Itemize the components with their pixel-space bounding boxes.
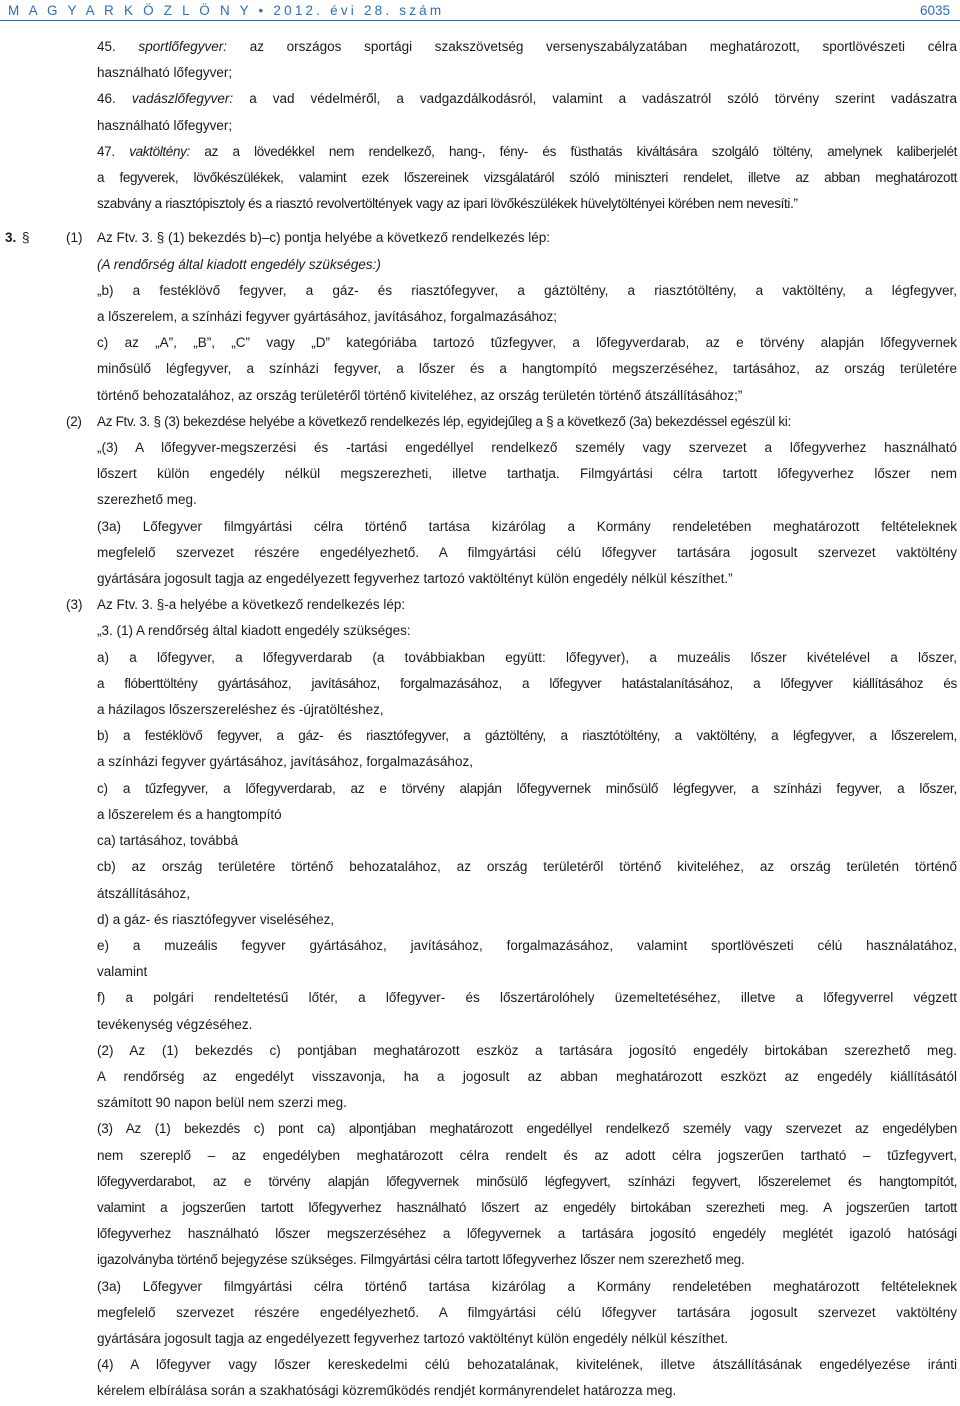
- quote-3-cont: szerezhető meg.: [97, 492, 197, 508]
- new-point-f: f) a polgári rendeltetésű lőtér, a lőfegyver- és lőszertárolóhely üzemeltetéséhez, illetve a lőfegyverrel végzett: [97, 990, 957, 1006]
- section-3-sub-1: [0, 225, 960, 251]
- definition-text: használható lőfegyver;: [97, 117, 233, 133]
- page-header: [0, 0, 960, 22]
- new-point-e: e) a muzeális fegyver gyártásához, javításához, forgalmazásához, valamint sportlövészeti célú használatához,: [97, 937, 957, 953]
- definition-46: [0, 86, 960, 112]
- section-3-sub-3: [0, 592, 960, 618]
- new-para-3-cont: nem szereplő – az engedélyben meghatározott célra rendelt és az adott célra jogszerűen tartható – tűzfegyvert,: [97, 1147, 957, 1163]
- definition-term: vadászlőfegyver:: [131, 91, 234, 107]
- new-para-3-cont: valamint a jogszerűen tartott lőfegyverhez használható lőszert az engedély birtokában szerezheti meg. A jogszerűen tartott: [97, 1199, 957, 1215]
- quote-3a-cont: megfelelő szervezet részére engedélyezhető. A filmgyártási célú lőfegyver tartására jogosult szervezet vaktöltény: [97, 544, 957, 560]
- new-para-3-cont: lőfegyverdarabot, az e törvény alapján lőfegyvernek minősülő légfegyvert, színházi fegyvert, lőszerelemet és hangtompítót,: [97, 1173, 957, 1189]
- section-symbol: §: [22, 230, 30, 246]
- subsection-text: Az Ftv. 3. § (3) bekezdése helyébe a következő rendelkezés lép, egyidejűleg a § a következő (3a) bekezdéssel egészül ki:: [97, 413, 791, 429]
- definition-number: 47.: [97, 143, 115, 159]
- point-c: c) az „A”, „B”, „C” vagy „D” kategóriába tartozó tűzfegyver, a lőfegyverdarab, az e törvény alapján lőfegyvernek: [97, 335, 957, 351]
- subsection-text: Az Ftv. 3. §-a helyébe a következő rendelkezés lép:: [97, 597, 406, 613]
- new-point-b-cont: a színházi fegyver gyártásához, javításához, forgalmazásához,: [97, 754, 473, 770]
- subsection-number: (1): [66, 230, 83, 246]
- definition-45: [0, 34, 960, 60]
- new-point-ca: ca) tartásához, továbbá: [97, 833, 239, 849]
- definition-text: az országos sportági szakszövetség versenyszabályzatában meghatározott, sportlövészeti célra: [249, 39, 957, 54]
- definition-47: [0, 139, 960, 165]
- new-point-b: b) a festéklövő fegyver, a gáz- és riasztófegyver, a gáztöltény, a riasztótöltény, a vaktöltény, a légfegyver, a lőszerelem,: [97, 728, 957, 744]
- subsection-number: (3): [66, 597, 83, 613]
- new-para-3-cont: igazolványba történő bejegyzése szükséges. Filmgyártási célra tartott lőfegyverhez lőszer nem szerezhető meg.: [97, 1252, 745, 1268]
- quote-3: „(3) A lőfegyver-megszerzési és -tartási engedéllyel rendelkező személy vagy szervezet a lőfegyverhez használható: [97, 440, 957, 456]
- header-rule: [0, 20, 960, 21]
- new-para-4: (4) A lőfegyver vagy lőszer kereskedelmi célú behozatalának, kivitelének, illetve átszállításának engedélyezése iránti: [97, 1357, 957, 1373]
- section-number: 3.: [5, 230, 17, 246]
- new-para-2-cont: számított 90 napon belül nem szerzi meg.: [97, 1095, 347, 1111]
- document-body: [0, 34, 960, 1405]
- definition-number: 46.: [97, 91, 116, 107]
- new-point-cb: cb) az ország területére történő behozatalához, az ország területéről történő kiviteléhez, az ország területén történő: [97, 859, 957, 875]
- definition-45-cont: [0, 60, 960, 86]
- point-b: „b) a festéklövő fegyver, a gáz- és riasztófegyver, a gáztöltény, a riasztótöltény, a vaktöltény, a légfegyver,: [97, 282, 957, 298]
- definition-47-cont: [0, 191, 960, 217]
- new-point-f-cont: tevékenység végzéséhez.: [97, 1016, 253, 1032]
- subsection-italic-note: (A rendőrség által kiadott engedély szükséges:): [97, 256, 381, 272]
- definition-term: sportlőfegyver:: [138, 39, 228, 54]
- new-point-a-cont: a házilagos lőszerszereléshez és -újratöltéshez,: [97, 702, 384, 718]
- new-point-d: d) a gáz- és riasztófegyver viseléséhez,: [97, 911, 335, 927]
- new-para-3a-cont: gyártására jogosult tagja az engedélyezett fegyverhez tartozó vaktöltényt külön engedély nélkül készíthet.: [97, 1330, 729, 1346]
- new-para-3: (3) Az (1) bekezdés c) pont ca) alpontjában meghatározott engedéllyel rendelkező személy vagy szervezet az engedélyben: [97, 1121, 957, 1137]
- journal-title: M A G Y A R K Ö Z L Ö N Y • 2012. évi 28. szám: [8, 3, 445, 18]
- new-point-c: c) a tűzfegyver, a lőfegyverdarab, az e törvény alapján lőfegyvernek minősülő légfegyver, a színházi fegyver, a lőszer,: [97, 780, 957, 796]
- subsection-number: (2): [66, 413, 82, 429]
- point-c-cont: történő behozatalához, az ország területéről történő kiviteléhez, az ország területén történő átszállításához;”: [97, 387, 743, 403]
- new-para-3-cont: lőfegyverhez használható lőszer megszerzéséhez a lőfegyvernek a tartására jogosító engedély meglétét igazoló hatósági: [97, 1226, 957, 1242]
- definition-text: használható lőfegyver;: [97, 65, 233, 81]
- new-para-4-cont: kérelem elbírálása során a szakhatósági közreműködés rendjét kormányrendelet határozza meg.: [97, 1383, 677, 1399]
- definition-number: 45.: [97, 39, 116, 54]
- new-point-c-cont: a lőszerelem és a hangtompító: [97, 806, 282, 822]
- point-b-cont: a lőszerelem, a színházi fegyver gyártásához, javításához, forgalmazásához;: [97, 309, 557, 325]
- new-point-cb-cont: átszállításához,: [97, 885, 191, 901]
- definition-46-cont: [0, 113, 960, 139]
- quote-3-cont: lőszert külön engedély nélkül megszerezheti, illetve tarthatja. Filmgyártási célra tartott lőfegyverhez lőszer nem: [97, 466, 957, 482]
- section-3-sub-2: [0, 409, 960, 435]
- point-c-cont: minősülő légfegyver, a színházi fegyver, a lőszer és a hangtompító megszerzéséhez, tartásához, az ország területére: [97, 361, 957, 377]
- new-point-a: a) a lőfegyver, a lőfegyverdarab (a továbbiakban együtt: lőfegyver), a muzeális lőszer kivételével a lőszer,: [97, 649, 957, 665]
- new-para-3a-cont: megfelelő szervezet részére engedélyezhető. A filmgyártási célú lőfegyver tartására jogosult szervezet vaktöltény: [97, 1304, 957, 1320]
- definition-term: vaktöltény:: [129, 143, 190, 159]
- definition-47-cont: [0, 165, 960, 191]
- definition-text: az a lövedékkel nem rendelkező, hang-, fény- és füsthatás kiváltására szolgáló töltény, amelynek kaliberjelét: [204, 143, 958, 159]
- quote-3a-cont: gyártására jogosult tagja az engedélyezett fegyverhez tartozó vaktöltényt külön engedély nélkül készíthet.”: [97, 571, 733, 587]
- definition-text: szabvány a riasztópisztoly és a riasztó revolvertöltények vagy az ipari lövőkészülékek hüvelytöltényei körében nem nevesíti.”: [97, 196, 798, 212]
- definition-text: a vad védelméről, a vadgazdálkodásról, valamint a vadászatról szóló törvény szerint vadászatra: [249, 91, 957, 107]
- new-para-3a: (3a) Lőfegyver filmgyártási célra történő tartása kizárólag a Kormány rendeletében meghatározott feltételeknek: [97, 1278, 957, 1294]
- subsection-text: Az Ftv. 3. § (1) bekezdés b)–c) pontja helyébe a következő rendelkezés lép:: [97, 230, 550, 246]
- new-para-2: (2) Az (1) bekezdés c) pontjában meghatározott eszköz a tartására jogosító engedély birtokában szerezhető meg.: [97, 1042, 957, 1058]
- page-number: 6035: [919, 3, 950, 18]
- new-para-2-cont: A rendőrség az engedélyt visszavonja, ha a jogosult az abban meghatározott eszközt az engedély kiállításától: [97, 1068, 957, 1084]
- quote-3a: (3a) Lőfegyver filmgyártási célra történő tartása kizárólag a Kormány rendeletében meghatározott feltételeknek: [97, 518, 957, 534]
- new-section-head: „3. (1) A rendőrség által kiadott engedély szükséges:: [97, 623, 411, 639]
- new-point-e-cont: valamint: [97, 964, 148, 980]
- new-point-a-cont: a flóberttöltény gyártásához, javításához, forgalmazásához, a lőfegyver hatástalanításához, a lőfegyver kiállításához és: [97, 675, 957, 691]
- definition-text: a fegyverek, lövőkészülékek, valamint ezek lőszereinek vizsgálatáról szóló miniszteri rendelet, illetve az abban meghatározott: [97, 170, 957, 186]
